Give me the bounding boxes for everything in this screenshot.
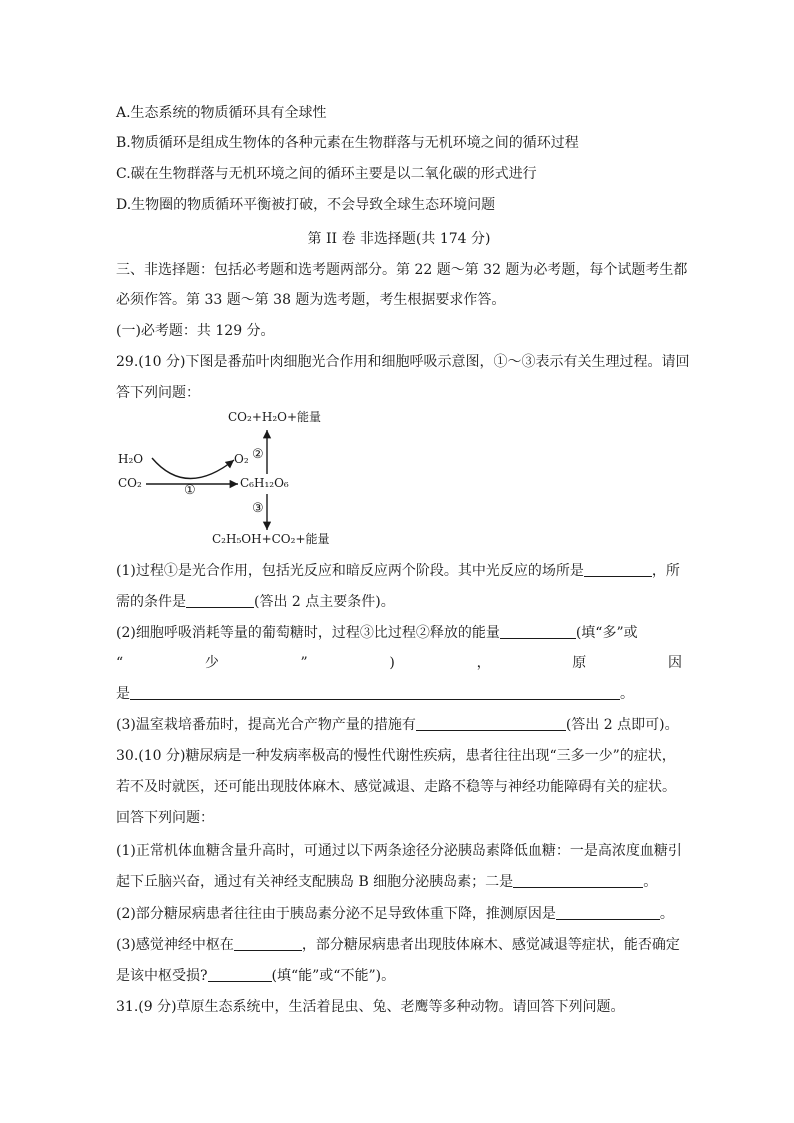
q29-part1-text-d: (答出 2 点主要条件)。 [254, 594, 395, 610]
answer-blank[interactable] [130, 685, 620, 700]
q29-stem-line1: 29.(10 分)下图是番茄叶肉细胞光合作用和细胞呼吸示意图，①～③表示有关生理过程。请回 [116, 354, 690, 370]
q29-part1-line2 [116, 592, 682, 612]
q30-part1-text-c: 。 [643, 874, 658, 890]
spread-char: “ [116, 655, 124, 671]
option-b: B.物质循环是组成生物体的各种元素在生物群落与无机环境之间的循环过程 [116, 135, 579, 151]
metabolism-diagram [116, 408, 356, 548]
answer-blank[interactable] [500, 624, 576, 639]
q29-part2-line3 [116, 684, 682, 704]
q29-part3-text-b: (答出 2 点即可)。 [565, 717, 679, 733]
process-2-marker: ② [252, 447, 264, 462]
section3-line1: 三、非选择题：包括必考题和选考题两部分。第 22 题～第 32 题为必考题，每个试题考生都 [116, 262, 688, 278]
q30-part2-line1 [116, 904, 682, 924]
q30-part1-text-b: 起下丘脑兴奋，通过有关神经支配胰岛 B 细胞分泌胰岛素；二是 [116, 874, 514, 890]
q29-stem-line2: 答下列问题： [116, 385, 200, 401]
option-d: D.生物圈的物质循环平衡被打破，不会导致全球生态环境问题 [116, 197, 496, 213]
q29-part1-text-c: 需的条件是 [116, 594, 186, 610]
glucose-label: C₆H₁₂O₆ [240, 476, 289, 490]
q30-part1-line1: (1)正常机体血糖含量升高时，可通过以下两条途径分泌胰岛素降低血糖：一是高浓度血糖引 [116, 843, 682, 859]
q29-part3-line1 [116, 715, 682, 735]
process-3-marker: ③ [252, 501, 264, 516]
spread-char: ， [476, 655, 491, 671]
section3-line2: 必须作答。第 33 题～第 38 题为选考题，考生根据要求作答。 [116, 292, 506, 308]
answer-blank[interactable] [556, 905, 660, 920]
q30-part3-text-d: (填“能”或“不能”)。 [271, 968, 396, 984]
q29-part2-text-c: 是 [116, 686, 130, 702]
q30-part3-line1 [116, 935, 682, 955]
option-c: C.碳在生物群落与无机环境之间的循环主要是以二氧化碳的形式进行 [116, 166, 537, 182]
aerobic-products-label: CO₂+H₂O+能量 [228, 410, 322, 424]
q30-part3-text-b: ，部分糖尿病患者出现肢体麻木、感觉减退等症状，能否确定 [301, 937, 680, 953]
answer-blank[interactable] [416, 716, 566, 731]
process-1-marker: ① [184, 483, 196, 498]
spread-char: ” [300, 655, 308, 671]
q29-part2-line1 [116, 623, 682, 643]
q30-part3-text-a: (3)感觉神经中枢在 [116, 937, 234, 953]
spread-char: 原 [572, 655, 587, 671]
q29-part1-text-a: (1)过程①是光合作用，包括光反应和暗反应两个阶段。其中光反应的场所是 [116, 563, 584, 579]
required-heading: (一)必考题：共 129 分。 [116, 323, 275, 339]
spread-char: ) [389, 655, 395, 671]
q30-part2-text-b: 。 [659, 906, 674, 922]
q29-part1-line1 [116, 561, 682, 581]
option-a: A.生态系统的物质循环具有全球性 [116, 105, 327, 121]
spread-char: 少 [204, 655, 219, 671]
h2o-label: H₂O [118, 452, 144, 466]
co2-label: CO₂ [118, 476, 142, 490]
q30-part1-line2 [116, 872, 682, 892]
q29-part2-text-b: (填“多”或 [575, 625, 638, 641]
answer-blank[interactable] [234, 936, 302, 951]
q31-stem-line1: 31.(9 分)草原生态系统中，生活着昆虫、兔、老鹰等多种动物。请回答下列问题。 [116, 999, 625, 1015]
answer-blank[interactable] [584, 562, 652, 577]
answer-blank[interactable] [513, 873, 643, 888]
q30-stem-line3: 回答下列问题： [116, 810, 214, 826]
answer-blank[interactable] [208, 967, 272, 982]
o2-label: O₂ [234, 452, 249, 466]
anaerobic-products-label: C₂H₅OH+CO₂+能量 [212, 532, 330, 546]
q30-stem-line2: 若不及时就医，还可能出现肢体麻木、感觉减退、走路不稳等与神经功能障碍有关的症状。 [116, 779, 676, 795]
section-title: 第 II 卷 非选择题(共 174 分) [307, 231, 491, 247]
q30-part3-text-c: 是该中枢受损? [116, 968, 208, 984]
q29-part2-text-a: (2)细胞呼吸消耗等量的葡萄糖时，过程③比过程②释放的能量 [116, 625, 500, 641]
q29-part3-text-a: (3)温室栽培番茄时，提高光合产物产量的措施有 [116, 717, 416, 733]
q29-part2-text-d: 。 [620, 686, 634, 702]
q29-part2-line2 [116, 653, 682, 673]
answer-blank[interactable] [186, 593, 254, 608]
q30-part3-line2 [116, 966, 682, 986]
q30-part2-text-a: (2)部分糖尿病患者往往由于胰岛素分泌不足导致体重下降，推测原因是 [116, 906, 556, 922]
spread-char: 因 [667, 655, 682, 671]
q29-part1-text-b: ，所 [651, 563, 680, 579]
diagram-arrows [116, 408, 356, 548]
q30-stem-line1: 30.(10 分)糖尿病是一种发病率极高的慢性代谢性疾病，患者往往出现“三多一少”的症状， [116, 748, 676, 764]
